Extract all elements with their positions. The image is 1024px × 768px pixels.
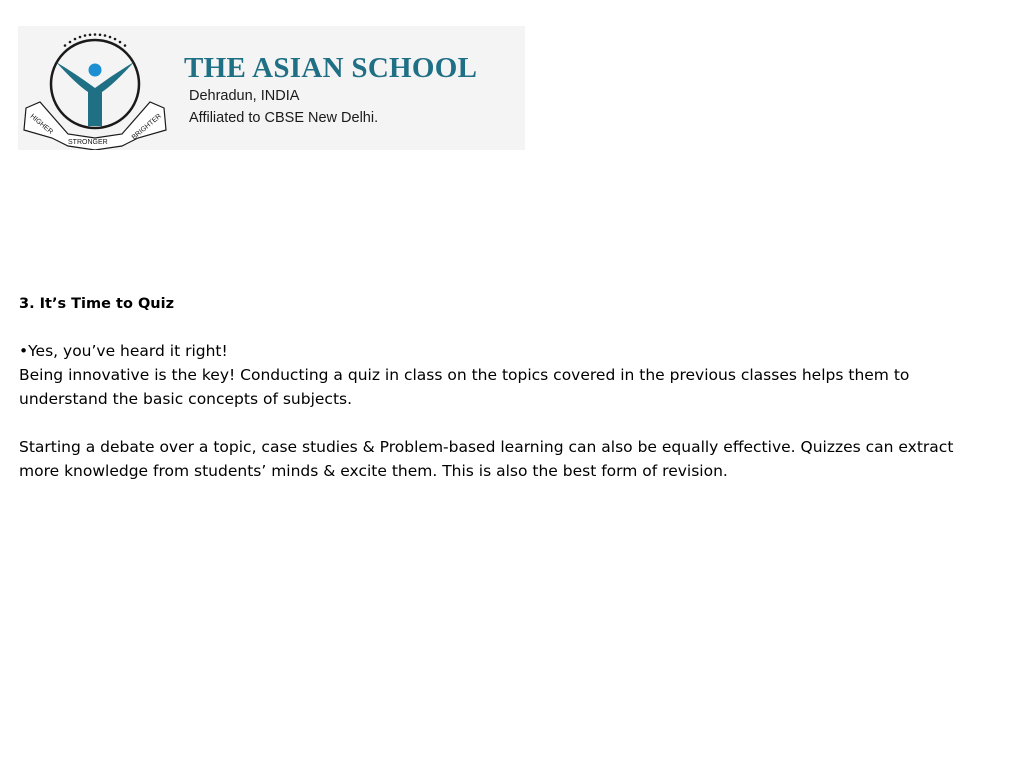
paragraph-debate: Starting a debate over a topic, case studies & Problem-based learning can also be equally effective. Quizzes can extract more knowledge from students’ minds & excite them. This is also the best form of revision.	[19, 438, 954, 480]
svg-text:HIGHER: HIGHER	[28, 113, 54, 136]
svg-text:STRONGER: STRONGER	[68, 139, 108, 146]
section-heading: 3. It’s Time to Quiz	[19, 296, 175, 312]
school-logo-icon	[18, 26, 178, 150]
paragraph-innovation: Being innovative is the key! Conducting a quiz in class on the topics covered in the previous classes helps them to understand the basic concepts of subjects.	[19, 366, 910, 408]
slide-content	[19, 293, 989, 483]
spacer	[19, 315, 989, 339]
spacer	[19, 411, 989, 435]
svg-text:BRIGHTER: BRIGHTER	[130, 112, 163, 142]
school-location: Dehradun, INDIA	[189, 88, 300, 104]
school-header-banner	[18, 26, 525, 150]
school-affiliation: Affiliated to CBSE New Delhi.	[189, 110, 379, 126]
bullet-text: •Yes, you’ve heard it right!	[19, 342, 228, 360]
school-name: THE ASIAN SCHOOL	[184, 52, 478, 84]
